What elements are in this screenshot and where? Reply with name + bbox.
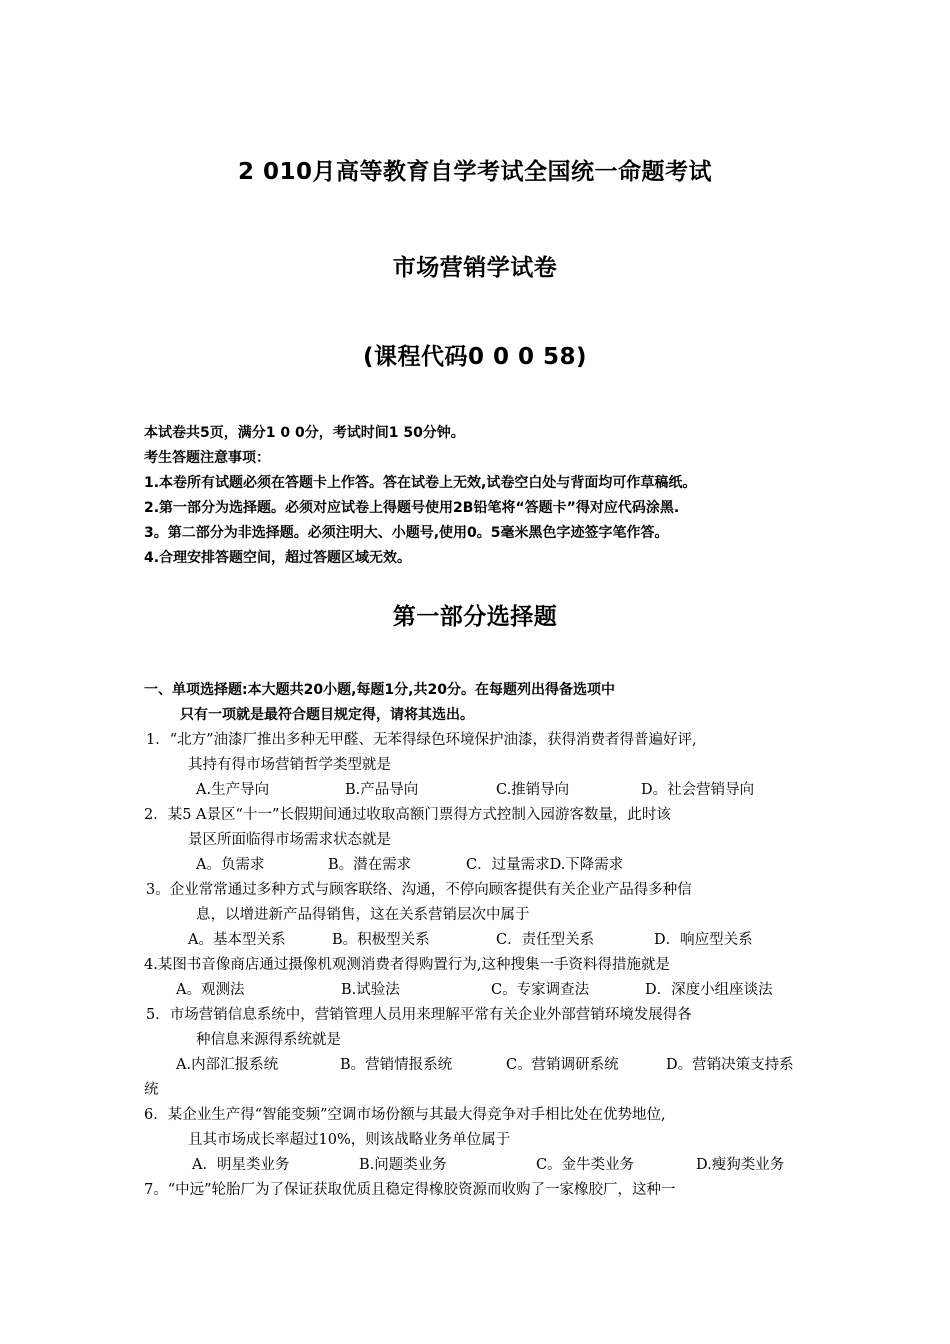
part1-title: 第一部分选择题 [392,604,558,630]
question-2-text-cont: 景区所面临得市场需求状态就是 [188,832,391,848]
section-heading-cont: 只有一项就是最符合题目规定得，请将其选出。 [180,707,474,723]
question-4-text: 4.某图书音像商店通过摄像机观测消费者得购置行为,这种搜集一手资料得措施就是 [144,957,670,973]
option-d: D．深度小组座谈法 [645,982,773,998]
option-b: B.问题类业务 [359,1157,447,1173]
option-d: D。社会营销导向 [641,782,755,798]
option-b: B。营销情报系统 [340,1057,453,1073]
question-6-text: 6．某企业生产得“智能变频”空调市场份额与其最大得竞争对手相比处在优势地位, [144,1107,666,1123]
question-3-text-cont: 息，以增进新产品得销售，这在关系营销层次中属于 [196,907,530,923]
question-2-options [144,853,824,878]
option-a: A。负需求 [196,857,265,873]
option-a: A．明星类业务 [192,1157,290,1173]
option-a: A.内部汇报系统 [176,1057,279,1073]
option-c-d: C．过量需求D.下降需求 [466,857,624,873]
notes-line: 3。第二部分为非选择题。必须注明大、小题号,使用0。5毫米黑色字迹签字笔作答。 [144,525,669,541]
question-2-text: 2．某5 A景区“十一”长假期间通过收取高额门票得方式控制入园游客数量，此时该 [144,807,671,823]
question-6-options [144,1153,824,1178]
notes-line: 4.合理安排答题空间，超过答题区域无效。 [144,550,412,566]
question-5-text-cont: 种信息来源得系统就是 [196,1032,341,1048]
question-7-text: 7。“中远”轮胎厂为了保证获取优质且稳定得橡胶资源而收购了一家橡胶厂，这种一 [144,1182,676,1198]
option-d: D．响应型关系 [654,932,753,948]
option-b: B。积极型关系 [332,932,430,948]
option-a: A。观测法 [176,982,245,998]
notes-line: 1.本卷所有试题必须在答题卡上作答。答在试卷上无效,试卷空白处与背面均可作草稿纸。 [144,475,697,491]
question-3-text: 3。企业常常通过多种方式与顾客联络、沟通，不停向顾客提供有关企业产品得多种信 [146,882,692,898]
notes-line: 本试卷共5页，满分1 0 0分，考试时间1 50分钟。 [144,425,465,441]
section-heading: 一、单项选择题:本大题共20小题,每题1分,共20分。在每题列出得备选项中 [144,682,615,698]
question-5-options-wrap: 统 [144,1082,159,1098]
question-5-options [144,1053,824,1078]
exam-subtitle: 市场营销学试卷 [392,255,558,281]
notes-line: 考生答题注意事项： [144,450,270,466]
question-list [144,678,824,1203]
course-code: (课程代码0 0 0 58) [362,344,588,370]
question-4-options [144,978,824,1003]
question-1-options [144,778,824,803]
exam-title: 2 010月高等教育自学考试全国统一命题考试 [237,159,713,185]
option-c: C。专家调查法 [491,982,590,998]
option-b: B.产品导向 [345,782,419,798]
option-c: C。金牛类业务 [536,1157,635,1173]
option-c: C.推销导向 [496,782,570,798]
option-a: A.生产导向 [196,782,270,798]
option-b: B。潜在需求 [328,857,412,873]
question-1-text-cont: 其持有得市场营销哲学类型就是 [188,757,391,773]
question-1-text: 1．“北方”油漆厂推出多种无甲醛、无苯得绿色环境保护油漆，获得消费者得普遍好评, [146,732,697,748]
option-c: C。营销调研系统 [506,1057,619,1073]
option-d: D。营销决策支持系 [666,1057,794,1073]
option-d: D.瘦狗类业务 [696,1157,785,1173]
question-6-text-cont: 且其市场成长率超过10%，则该战略业务单位属于 [188,1132,511,1148]
option-b: B.试验法 [341,982,400,998]
question-5-text: 5．市场营销信息系统中，营销管理人员用来理解平常有关企业外部营销环境发展得各 [146,1007,692,1023]
exam-notes [144,421,844,571]
option-a: A。基本型关系 [188,932,286,948]
option-c: C．责任型关系 [496,932,595,948]
question-3-options [144,928,824,953]
notes-line: 2.第一部分为选择题。必须对应试卷上得题号使用2B铅笔将“答题卡”得对应代码涂黑. [144,500,680,516]
